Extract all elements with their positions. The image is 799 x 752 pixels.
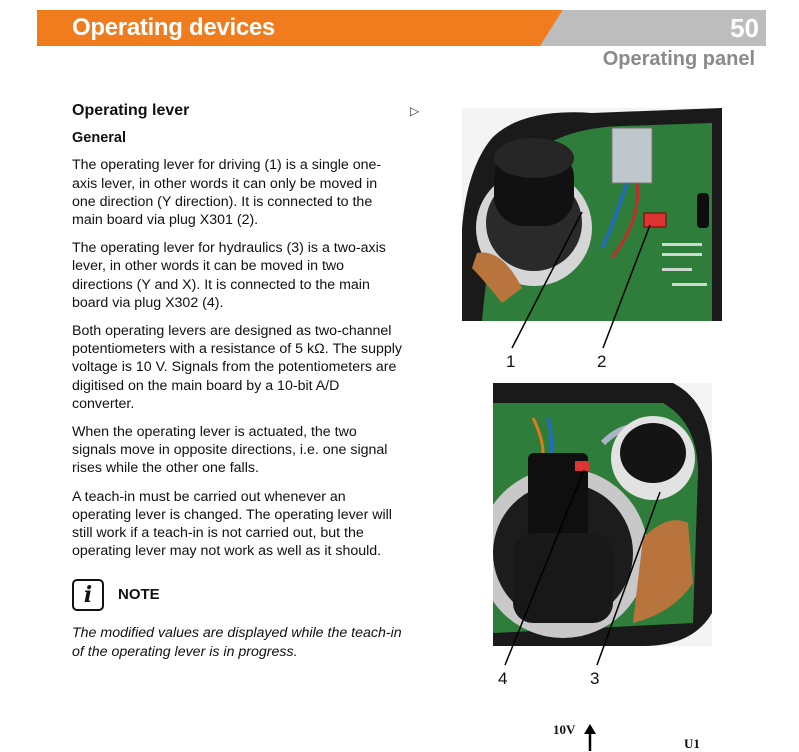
photo-hydraulics-lever bbox=[493, 383, 712, 646]
paragraph: A teach-in must be carried out whenever an operating lever is changed. The operating lever will still work if a teach-in is not carried out, but the operating lever may not work as well as it should. bbox=[72, 488, 392, 560]
photo-driving-lever bbox=[462, 108, 722, 321]
diagram-voltage-label: 10V bbox=[553, 722, 576, 737]
diagram-signal-label: U1 bbox=[684, 736, 700, 751]
note-text: The modified values are displayed while the teach-in of the operating lever is in progress. bbox=[72, 625, 402, 660]
triangle-right-icon: ▷ bbox=[410, 104, 420, 118]
page-number: 50 bbox=[730, 13, 759, 43]
note-label: NOTE bbox=[118, 586, 160, 604]
paragraph: When the operating lever is actuated, the two signals move in opposite directions, i.e. one signal rises while the other one falls. bbox=[72, 424, 388, 477]
callout-3: 3 bbox=[590, 669, 600, 688]
subheading-general: General bbox=[72, 130, 126, 147]
info-icon: i bbox=[72, 579, 104, 611]
callout-1: 1 bbox=[506, 352, 516, 371]
callout-4: 4 bbox=[498, 669, 508, 688]
paragraph: Both operating levers are designed as two-channel potentiometers with a resistance of 5 kΩ. The supply voltage is 10 V. Signals from the potentiometers are digitised on the main board by a 10-bit A/D converter. bbox=[72, 323, 402, 412]
note-header bbox=[72, 576, 402, 614]
section-title: Operating devices bbox=[72, 14, 275, 41]
heading-operating-lever: Operating lever bbox=[72, 102, 190, 119]
text-column bbox=[72, 102, 402, 661]
paragraph: The operating lever for driving (1) is a single one-axis lever, in other words it can only be moved in one direction (Y direction). It is connected to the main board via plug X301 (2). bbox=[72, 157, 382, 229]
callout-2: 2 bbox=[597, 352, 607, 371]
paragraph: The operating lever for hydraulics (3) is a two-axis lever, in other words it can be moved in two directions (Y and X). It is connected to the main board via plug X302 (4). bbox=[72, 240, 386, 311]
page-subtitle: Operating panel bbox=[602, 48, 755, 70]
